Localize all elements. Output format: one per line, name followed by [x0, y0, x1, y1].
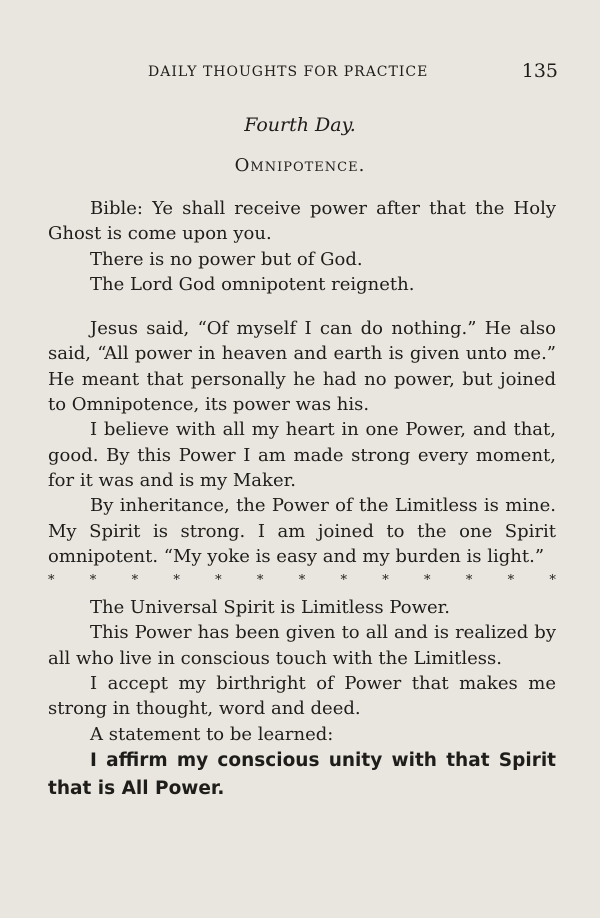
- paragraph: A statement to be learned:: [90, 723, 334, 745]
- paragraph: This Power has been given to all and is realized by all who live in conscious touch with the Limitless.: [48, 622, 556, 669]
- separator-star: *: [424, 573, 431, 589]
- separator-star: *: [173, 573, 180, 589]
- paragraph: I accept my birthright of Power that makes me strong in thought, word and deed.: [48, 673, 556, 720]
- bible-quote: The Lord God omnipotent reigneth.: [90, 273, 415, 295]
- paragraph: I believe with all my heart in one Power, and that, good. By this Power I am made strong every moment, for it was and is my Maker.: [48, 419, 556, 491]
- paragraph-gap: [48, 297, 556, 316]
- running-title: DAILY THOUGHTS FOR PRACTICE: [148, 64, 429, 80]
- paragraph: By inheritance, the Power of the Limitless is mine. My Spirit is strong. I am joined to the one Spirit omnipotent. “My yoke is easy and my burden is light.”: [48, 495, 556, 567]
- separator-star: *: [507, 573, 515, 589]
- affirmation: I affirm my conscious unity with that Spirit that is All Power.: [48, 749, 556, 799]
- separator-star: *: [340, 573, 347, 589]
- separator-star: *: [215, 573, 222, 589]
- day-title: Fourth Day.: [244, 114, 356, 136]
- bible-quote: There is no power but of God.: [90, 248, 363, 270]
- separator-star: *: [549, 573, 556, 589]
- separator-star: *: [382, 573, 389, 589]
- separator-star: *: [89, 573, 97, 589]
- separator-star: *: [465, 573, 473, 589]
- page-number: 135: [521, 60, 558, 82]
- section-title: Omnipotence.: [234, 155, 366, 176]
- separator-star: *: [131, 573, 139, 589]
- separator-star: *: [298, 573, 306, 589]
- paragraph: The Universal Spirit is Limitless Power.: [90, 597, 451, 619]
- paragraph: Jesus said, “Of myself I can do nothing.” He also said, “All power in heaven and earth is given unto me.” He meant that personally he had no power, but joined to Omnipotence, its power was his.: [48, 318, 556, 416]
- running-head: [148, 60, 558, 82]
- section-separator: [48, 571, 556, 591]
- separator-star: *: [48, 573, 55, 589]
- body-text: [48, 196, 556, 803]
- separator-star: *: [256, 573, 264, 589]
- bible-quote: Bible: Ye shall receive power after that the Holy Ghost is come upon you.: [48, 198, 556, 245]
